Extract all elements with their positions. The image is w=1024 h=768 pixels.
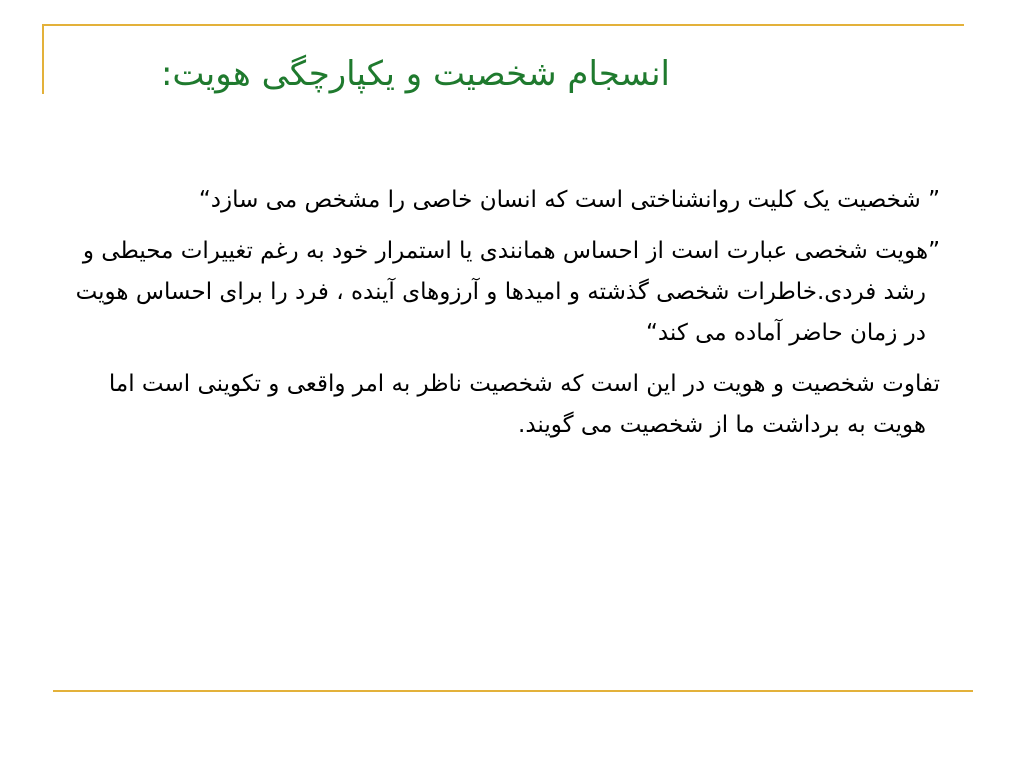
slide-title: انسجام شخصیت و یکپارچگی هویت: [160,54,670,94]
bottom-divider [53,690,973,692]
paragraph-identity-definition: ”هویت شخصی عبارت است از احساس همانندی یا استمرار خود به رغم تغییرات محیطی و رشد فردی.خاطرات شخصی گذشته و امیدها و آرزوهای آینده ، فرد را برای احساس هویت در زمان حاضر آماده می کند“ [75,238,940,346]
paragraph-difference: تفاوت شخصیت و هویت در این است که شخصیت ناظر به امر واقعی و تکوینی است اما هویت به برداشت ما از شخصیت می گویند. [108,371,940,438]
paragraph-personality-definition: ” شخصیت یک کلیت روانشناختی است که انسان خاصی را مشخص می سازد“ [198,187,940,213]
slide-body [60,180,940,456]
left-divider [42,24,44,94]
top-divider [42,24,964,26]
